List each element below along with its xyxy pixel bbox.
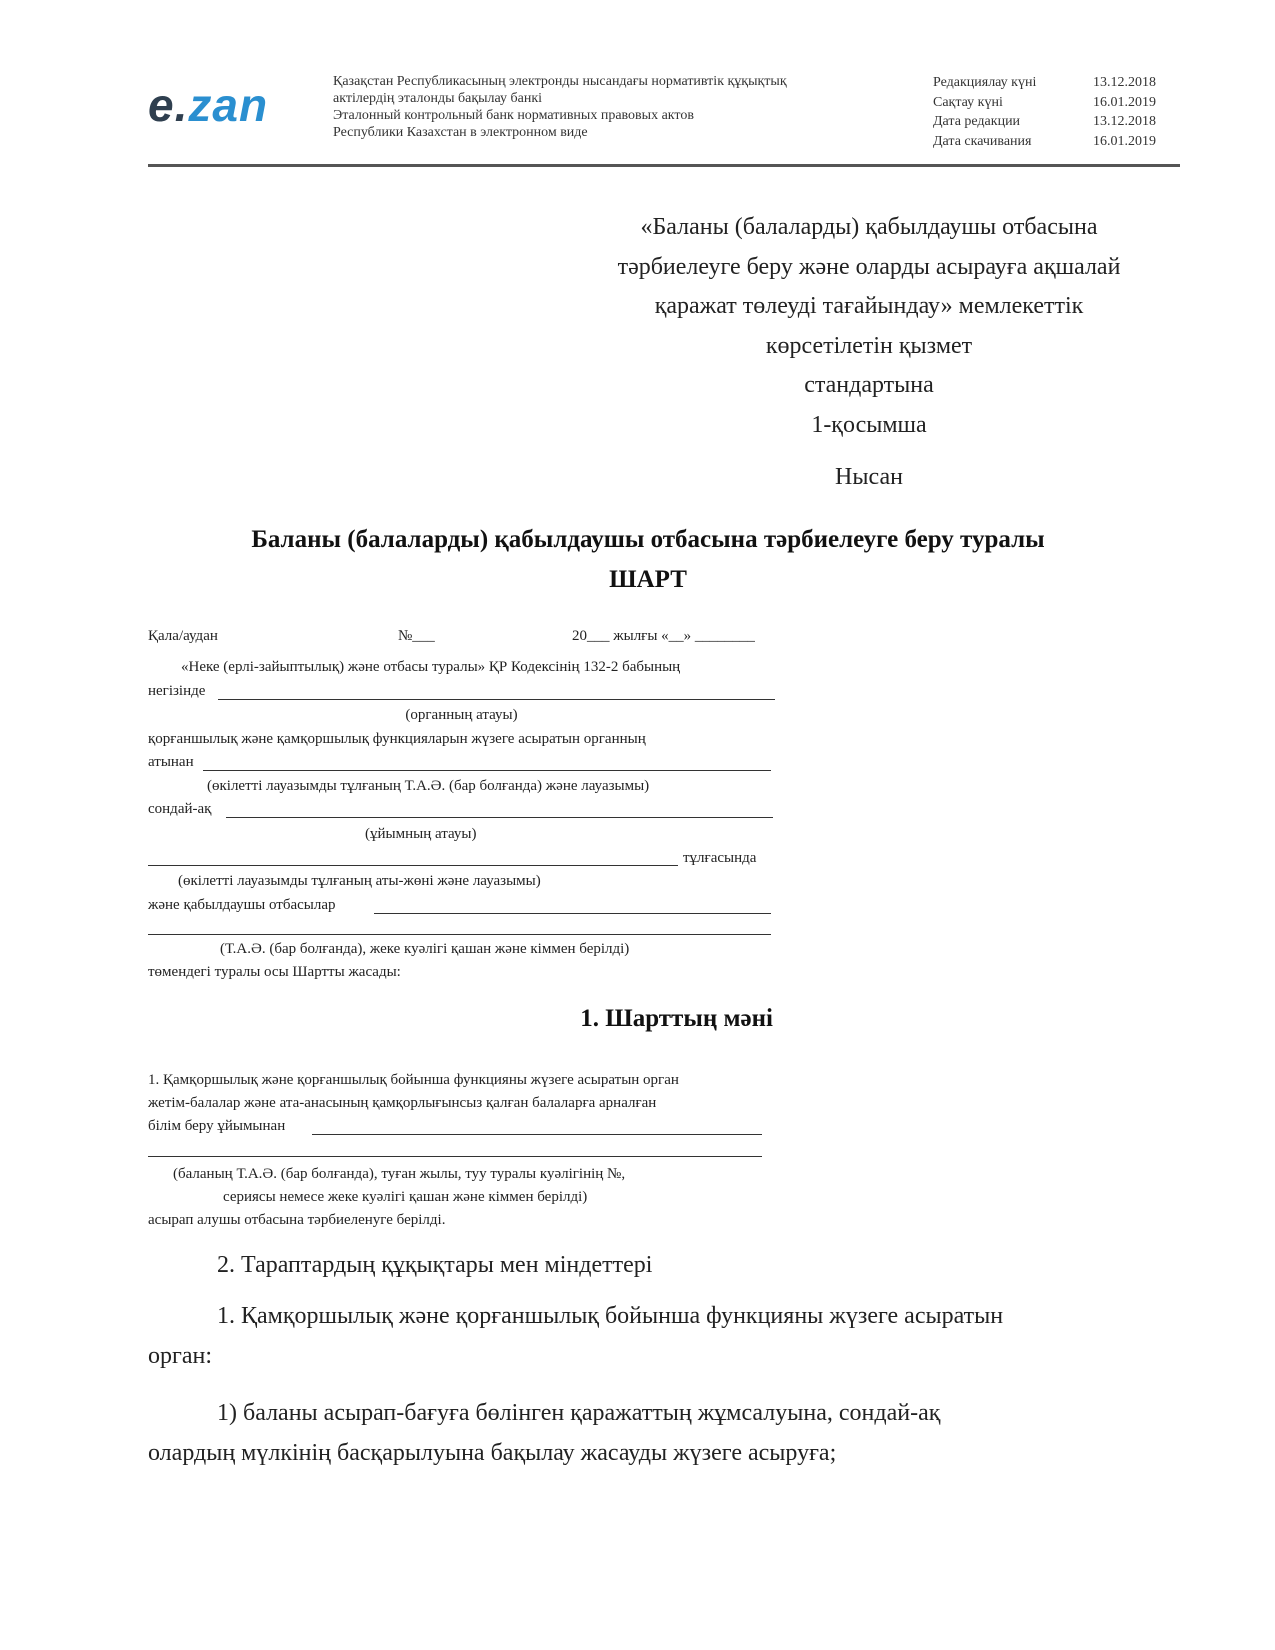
header-description-line: Эталонный контрольный банк нормативных правовых актов xyxy=(333,108,694,123)
paragraph-line: олардың мүлкінің басқарылуына бақылау жасауды жүзеге асыруға; xyxy=(148,1440,837,1466)
appendix-reference xyxy=(558,208,1180,498)
also-label: сондай-ақ xyxy=(148,801,212,817)
header-description-line: актілердің эталонды бақылау банкі xyxy=(333,91,543,106)
title-line: Баланы (балаларды) қабылдаушы отбасына тәрбиелеуге беру туралы xyxy=(251,526,1045,553)
basis-label: негізінде xyxy=(148,683,206,699)
id-hint: (Т.А.Ә. (бар болғанда), жеке куәлігі қашан және кіммен берілді) xyxy=(220,941,630,957)
meta-label: Дата редакции xyxy=(933,114,1021,129)
section-2-paragraph-1 xyxy=(148,1296,1178,1376)
section-2-paragraph-2 xyxy=(148,1393,1178,1473)
meta-row xyxy=(933,73,1173,93)
section-2-heading: 2. Тараптардың құқықтары мен міндеттері xyxy=(217,1252,653,1278)
child-details-input[interactable] xyxy=(148,1156,762,1157)
official-name-input[interactable] xyxy=(203,770,771,771)
form-label: Нысан xyxy=(835,464,903,490)
appendix-line: стандартына xyxy=(804,372,934,398)
appendix-line: көрсетілетін қызмет xyxy=(765,332,973,359)
meta-row xyxy=(933,112,1173,132)
section-1-text: жетім-балалар және ата-анасының қамқорлығынсыз қалған балаларға арналған xyxy=(148,1095,657,1111)
document-title xyxy=(148,520,1148,600)
appendix-line: қаражат төлеуді тағайындау» мемлекеттік xyxy=(654,293,1084,319)
foster-family-input-line2[interactable] xyxy=(148,934,771,935)
title-contract: ШАРТ xyxy=(609,566,687,593)
paragraph-line: 1. Қамқоршылық және қорғаншылық бойынша функцияны жүзеге асыратын xyxy=(217,1303,1004,1329)
meta-value: 13.12.2018 xyxy=(1093,75,1156,90)
organization-name-hint: (ұйымның атауы) xyxy=(365,826,477,842)
basis-text: «Неке (ерлі-зайыптылық) және отбасы туралы» ҚР Кодексінің 132-2 бабының xyxy=(181,659,681,675)
child-details-hint: сериясы немесе жеке куәлігі қашан және кіммен берілді) xyxy=(223,1189,588,1205)
header-meta xyxy=(933,73,1173,151)
paragraph-line: 1) баланы асырап-бағуға бөлінген қаражаттың жұмсалуына, сондай-ақ xyxy=(217,1400,941,1426)
appendix-line: «Баланы (балаларды) қабылдаушы отбасына xyxy=(640,214,1098,240)
meta-label: Редакциялау күні xyxy=(933,75,1037,90)
official-name-hint: (өкілетті лауазымды тұлғаның Т.А.Ә. (бар болғанда) және лауазымы) xyxy=(207,778,650,794)
organization-name-input[interactable] xyxy=(226,817,773,818)
contract-number-field[interactable]: №___ xyxy=(398,628,435,644)
ezan-logo[interactable]: e.zan xyxy=(148,79,269,131)
appendix-line: тәрбиелеуге беру және оларды асырауға ақшалай xyxy=(617,253,1121,280)
education-org-input[interactable] xyxy=(312,1134,762,1135)
concluded-text: төмендегі туралы осы Шартты жасады: xyxy=(148,964,401,980)
education-org-label: білім беру ұйымынан xyxy=(148,1118,286,1134)
meta-row xyxy=(933,93,1173,113)
person-suffix: тұлғасында xyxy=(683,850,757,866)
meta-value: 13.12.2018 xyxy=(1093,114,1156,129)
meta-row xyxy=(933,132,1173,152)
section-1-heading: 1. Шарттың мәні xyxy=(580,1005,773,1032)
header-description-line: Қазақстан Республикасының электронды нысандағы нормативтік құқықтық xyxy=(333,74,787,89)
meta-label: Сақтау күні xyxy=(933,94,1003,110)
meta-label: Дата скачивания xyxy=(933,133,1032,149)
guardian-text: қорғаншылық және қамқоршылық функцияларын жүзеге асыратын органның xyxy=(148,731,646,747)
meta-value: 16.01.2019 xyxy=(1093,94,1156,110)
header-divider xyxy=(148,164,1180,167)
representative-input[interactable] xyxy=(148,865,678,866)
child-details-hint: (баланың Т.А.Ә. (бар болғанда), туған жылы, туу туралы куәлігінің №, xyxy=(173,1166,626,1182)
header-description xyxy=(333,73,787,141)
on-behalf-label: атынан xyxy=(148,754,194,770)
representative-hint: (өкілетті лауазымды тұлғаның аты-жөні және лауазымы) xyxy=(178,873,541,889)
section-1-text: 1. Қамқоршылық және қорғаншылық бойынша функцияны жүзеге асыратын орган xyxy=(148,1072,679,1088)
section-1-text: асырап алушы отбасына тәрбиеленуге берілді. xyxy=(148,1212,446,1228)
paragraph-line: орган: xyxy=(148,1343,213,1369)
appendix-line: 1-қосымша xyxy=(811,411,927,438)
header-description-line: Республики Казахстан в электронном виде xyxy=(333,125,588,140)
foster-family-input[interactable] xyxy=(374,913,771,914)
organ-name-hint: (органның атауы) xyxy=(405,707,518,723)
meta-value: 16.01.2019 xyxy=(1093,133,1156,149)
city-field-label: Қала/аудан xyxy=(148,628,218,644)
contract-date-field[interactable]: 20___ жылғы «__» ________ xyxy=(572,628,755,644)
foster-family-label: және қабылдаушы отбасылар xyxy=(148,897,336,913)
organ-name-input[interactable] xyxy=(218,699,775,700)
